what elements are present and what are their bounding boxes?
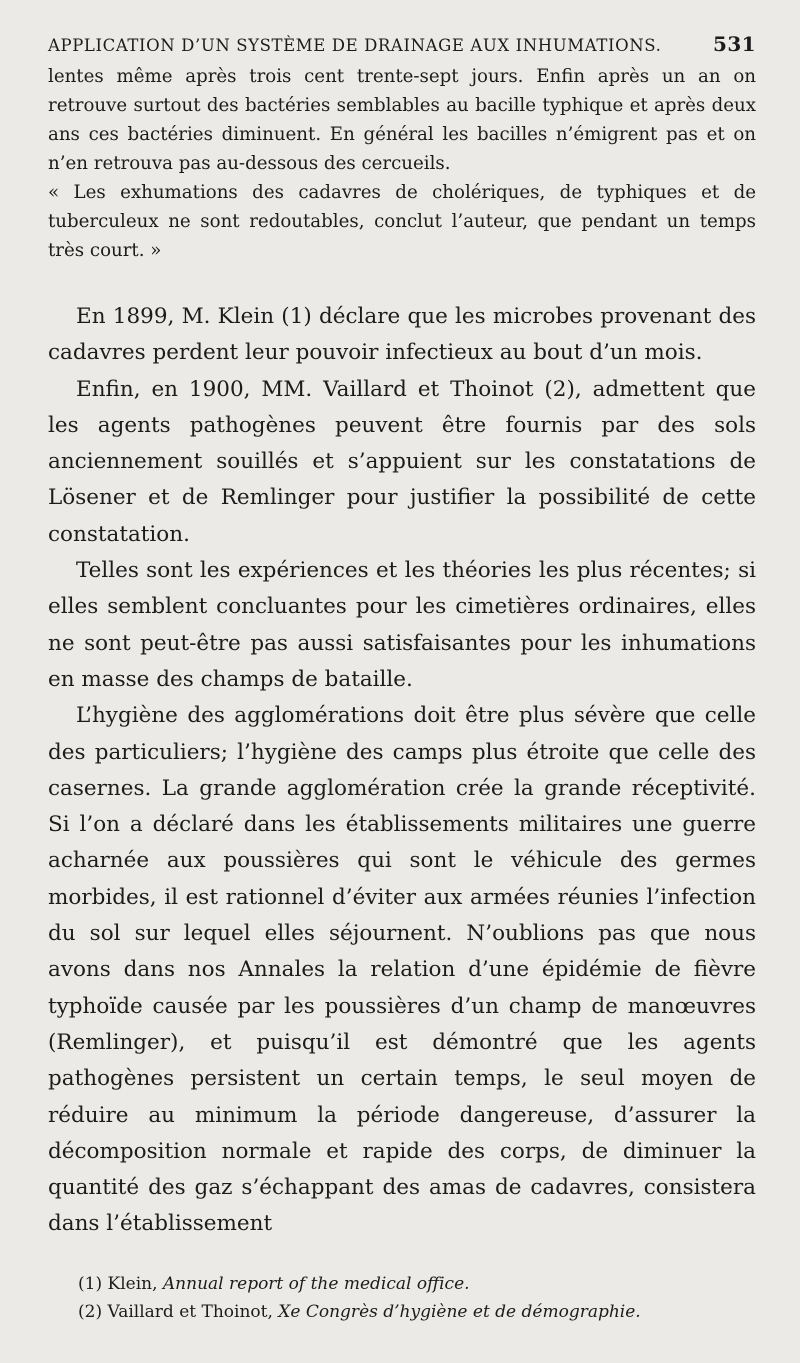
footnote-marker: (2) <box>78 1302 103 1322</box>
body-text <box>48 299 756 1243</box>
footnote-work: Annual report of the medical office. <box>162 1274 470 1294</box>
quoted-passage <box>48 62 756 265</box>
footnote-author: Vaillard et Thoinot, <box>107 1302 273 1322</box>
footnote-author: Klein, <box>107 1274 158 1294</box>
footnote <box>78 1298 756 1326</box>
page-number: 531 <box>713 32 756 56</box>
footnote <box>78 1270 756 1298</box>
body-paragraph: Telles sont les expériences et les théories les plus récentes; si elles semblent concluantes pour les cimetières ordinaires, elles ne sont peut-être pas aussi satisfaisantes pour les inhumations en masse des champs de bataille. <box>48 558 756 692</box>
quote-paragraph: lentes même après trois cent trente-sept jours. Enfin après un an on retrouve surtout des bactéries semblables au bacille typhique et après deux ans ces bactéries diminuent. En général les bacilles n’émigrent pas et on n’en retrouva pas au-dessous des cercueils. <box>48 66 756 174</box>
footnote-marker: (1) <box>78 1274 103 1294</box>
quote-paragraph: « Les exhumations des cadavres de cholériques, de typhiques et de tuberculeux ne sont redoutables, conclut l’auteur, que pendant un temps très court. » <box>48 182 756 261</box>
body-paragraph: En 1899, M. Klein (1) déclare que les microbes provenant des cadavres perdent leur pouvoir infectieux au bout d’un mois. <box>48 304 756 366</box>
running-head <box>48 32 756 56</box>
body-paragraph: L’hygiène des agglomérations doit être plus sévère que celle des particuliers; l’hygiène des camps plus étroite que celle des casernes. La grande agglomération crée la grande réceptivité. Si l’on a déclaré dans les établissements militaires une guerre acharnée aux poussières qui sont le véhicule des germes morbides, il est rationnel d’éviter aux armées réunies l’infection du sol sur lequel elles séjournent. N’oublions pas que nous avons dans nos Annales la relation d’une épidémie de fièvre typhoïde causée par les poussières d’un champ de manœuvres (Remlinger), et puisqu’il est démontré que les agents pathogènes persistent un certain temps, le seul moyen de réduire au minimum la période dangereuse, d’assurer la décomposition normale et rapide des corps, de diminuer la quantité des gaz s’échappant des amas de cadavres, consistera dans l’établissement <box>48 703 756 1237</box>
running-head-title: APPLICATION D’UN SYSTÈME DE DRAINAGE AUX INHUMATIONS. <box>48 36 662 55</box>
body-paragraph: Enfin, en 1900, MM. Vaillard et Thoinot (2), admettent que les agents pathogènes peuvent être fournis par des sols anciennement souillés et s’appuient sur les constatations de Lösener et de Remlinger pour justifier la possibilité de cette constatation. <box>48 376 756 547</box>
footnotes <box>78 1270 756 1326</box>
footnote-work: Xe Congrès d’hygiène et de démographie. <box>278 1302 641 1322</box>
